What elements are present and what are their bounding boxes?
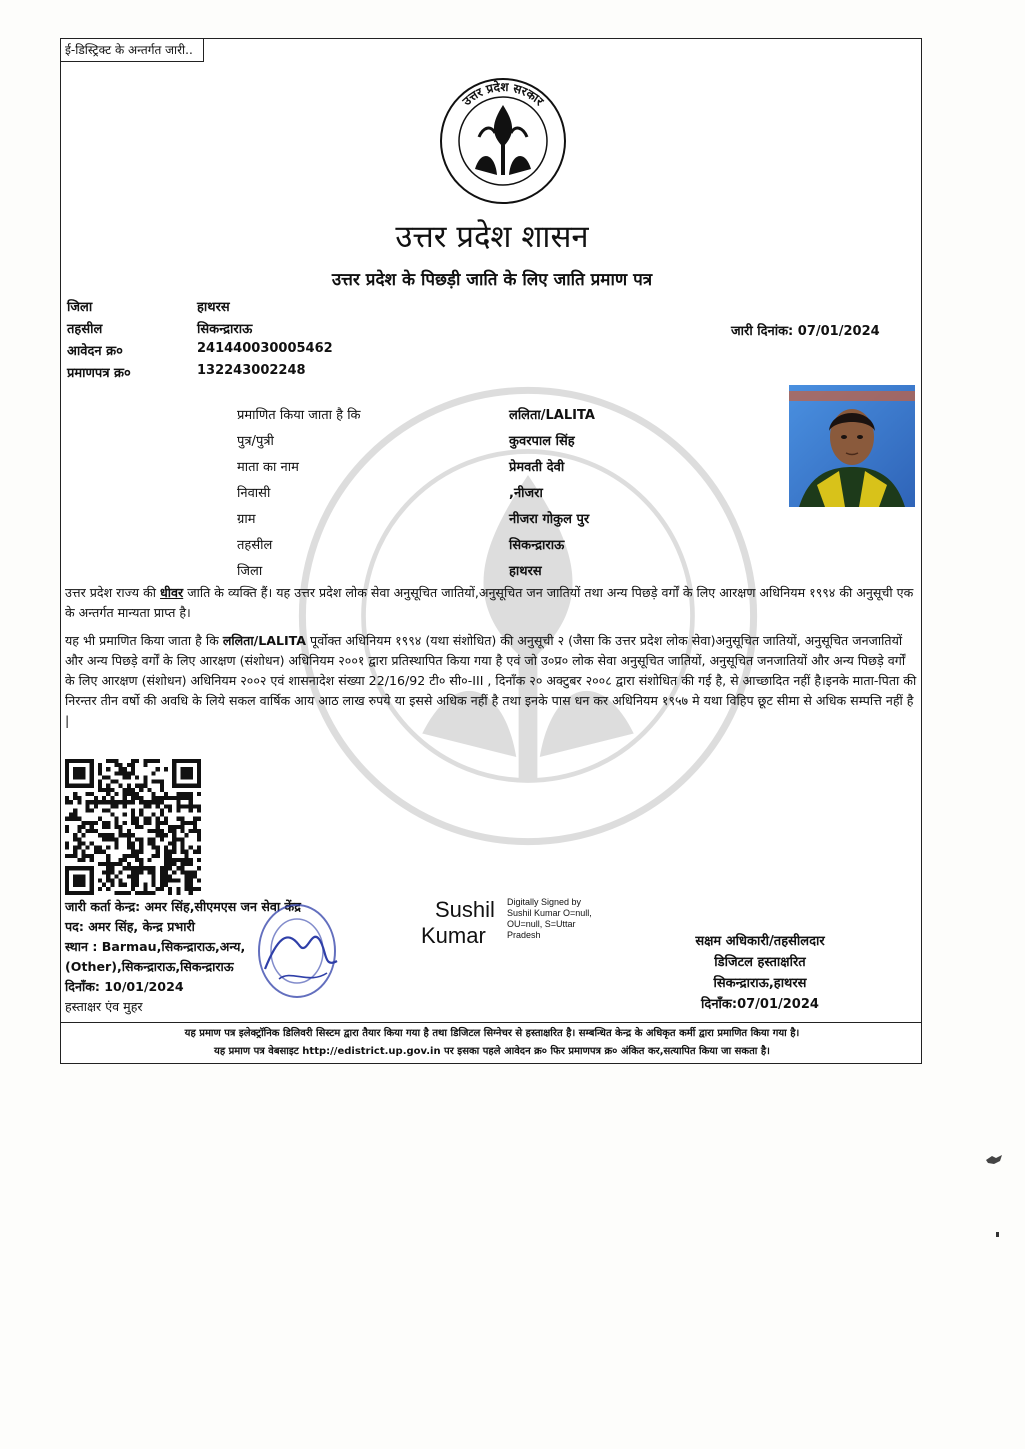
officer-digital: डिजिटल हस्ताक्षरित	[714, 955, 806, 970]
corner-note: ई-डिस्ट्रिक्ट के अन्तर्गत जारी..	[61, 39, 204, 62]
footer-line-1: यह प्रमाण पत्र इलेक्ट्रॉनिक डिलिवरी सिस्टम द्वारा तैयार किया गया है तथा डिजिटल सिग्नेचर से हस्ताक्षरित है। सम्बन्धित केन्द्र के अधिकृत कर्मी द्वारा प्रमाणित किया गया है।	[184, 1028, 800, 1039]
issuer-place: स्थान : Barmau,सिकन्द्राराऊ,अन्य,	[65, 939, 246, 954]
applicant-photo	[789, 385, 915, 507]
field-value: हाथरस	[509, 564, 542, 579]
paragraph-text: उत्तर प्रदेश राज्य की	[65, 585, 161, 600]
signer-last-name: Kumar	[421, 923, 486, 948]
issue-date-label: जारी दिनांक:	[731, 324, 794, 339]
field-value: कुवरपाल सिंह	[509, 434, 575, 449]
qr-code	[65, 759, 201, 895]
signer-first-name: Sushil	[435, 897, 495, 922]
officer-title: सक्षम अधिकारी/तहसीलदार	[695, 934, 825, 949]
issuer-stamp	[257, 899, 343, 1003]
paragraph-text: पूर्वोक्त अधिनियम १९९४ (यथा संशोधित) की अनुसूची २ (जैसा कि उत्तर प्रदेश लोक सेवा)अनुसूचित जातियों, अनुसूचित जनजातियों और अन्य पिछड़े वर्गों के लिए आरक्षण (संशोधन) अधिनियम २००१ द्वारा प्रतिस्थापित किया गया है एवं जो उ०प्र० लोक सेवा अनुसूचित जातियों, अनुसूचित जनजातियों और अन्य पिछड़े वर्गों के लिए आरक्षण (संशोधन) अधिनियम २००२ एवं शासनादेश संख्या 22/16/92 टी० सी०-III , दिनाँक २० अक्टुबर २००८ द्वारा संशोधित की गई है, से आच्छादित नहीं है।इनके माता-पिता की निरन्तर तीन वर्षो की अवधि के लिये सकल वार्षिक आय आठ लाख रुपये या इससे अधिक नहीं है तथा इनके पास धन कर अधिनियम १९५७ मे यथा विहिप छूट सीमा से अधिक सम्पत्ति नहीं है |	[65, 633, 917, 728]
certificate-no: 132243002248	[197, 363, 306, 378]
footer	[61, 1025, 923, 1061]
officer-place: सिकन्द्राराऊ,हाथरस	[713, 976, 807, 991]
application-label: आवेदन क्र०	[67, 344, 123, 359]
application-no: 241440030005462	[197, 341, 333, 356]
field-value: ललिता/LALITA	[509, 408, 595, 423]
issuer-post: पद: अमर सिंह, केन्द्र प्रभारी	[65, 919, 195, 934]
issuer-place-cont: (Other),सिकन्द्राराऊ,सिकन्द्राराऊ	[65, 959, 234, 974]
tehsil-label: तहसील	[67, 322, 103, 337]
footer-divider	[61, 1022, 921, 1023]
issue-date-value: 07/01/2024	[797, 324, 880, 339]
officer-date: दिनाँक:07/01/2024	[701, 997, 819, 1012]
digital-signature-details: Digitally Signed by Sushil Kumar O=null, OU=null, S=Uttar Pradesh	[507, 897, 592, 940]
field-value: प्रेमवती देवी	[509, 460, 565, 475]
district-label: जिला	[67, 300, 93, 315]
district-value: हाथरस	[197, 300, 230, 315]
paragraph-text: यह भी प्रमाणित किया जाता है कि	[65, 633, 223, 648]
page-speck	[984, 1152, 1004, 1168]
digital-signature-name	[421, 897, 495, 949]
field-label: जिला	[237, 564, 263, 579]
certificate-subtitle: उत्तर प्रदेश के पिछड़ी जाति के लिए जाति प्रमाण पत्र	[331, 270, 653, 290]
field-label: पुत्र/पुत्री	[237, 434, 274, 449]
field-label: माता का नाम	[237, 460, 299, 475]
field-label: तहसील	[237, 538, 273, 553]
paragraph-certification	[65, 631, 917, 731]
up-emblem-icon	[439, 77, 567, 205]
caste-name: धीवर	[160, 585, 184, 600]
paragraph-caste	[65, 583, 917, 623]
issuer-date: दिनाँक: 10/01/2024	[65, 979, 184, 994]
field-label: प्रमाणित किया जाता है कि	[237, 408, 361, 423]
tehsil-value: सिकन्द्राराऊ	[197, 322, 253, 337]
field-value: ,नीजरा	[509, 486, 543, 501]
certificate	[60, 38, 922, 1064]
issuer-sign-seal: हस्ताक्षर एंव मुहर	[65, 999, 143, 1014]
issuer-centre: जारी कर्ता केन्द्र: अमर सिंह,सीएमएस जन सेवा केंद्र	[65, 899, 301, 914]
certificate-label: प्रमाणपत्र क्र०	[67, 366, 131, 381]
field-value: नीजरा गोकुल पुर	[509, 512, 590, 527]
applicant-name: ललिता/LALITA	[222, 633, 307, 648]
officer-block	[649, 931, 871, 1015]
paragraph-text: जाति के व्यक्ति हैं। यह उत्तर प्रदेश लोक सेवा अनुसूचित जातियों,अनुसूचित जन जातियों तथा अन्य पिछड़े वर्गों के लिए आरक्षण अधिनियम १९९४ की अनुसूची एक के अन्तर्गत मान्यता प्राप्त है।	[65, 585, 914, 620]
field-label: ग्राम	[237, 512, 256, 527]
field-label: निवासी	[237, 486, 271, 501]
field-value: सिकन्द्राराऊ	[509, 538, 565, 553]
issue-date	[731, 321, 880, 339]
footer-line-2: यह प्रमाण पत्र वेबसाइट http://edistrict.up.gov.in पर इसका पहले आवेदन क्र० फिर प्रमाणपत्र क्र० अंकित कर,सत्यापित किया जा सकता है।	[214, 1046, 770, 1057]
page-speck	[996, 1232, 1000, 1238]
page-title: उत्तर प्रदेश शासन	[395, 219, 589, 255]
emblem-text: उत्तर प्रदेश सरकार	[459, 79, 547, 109]
